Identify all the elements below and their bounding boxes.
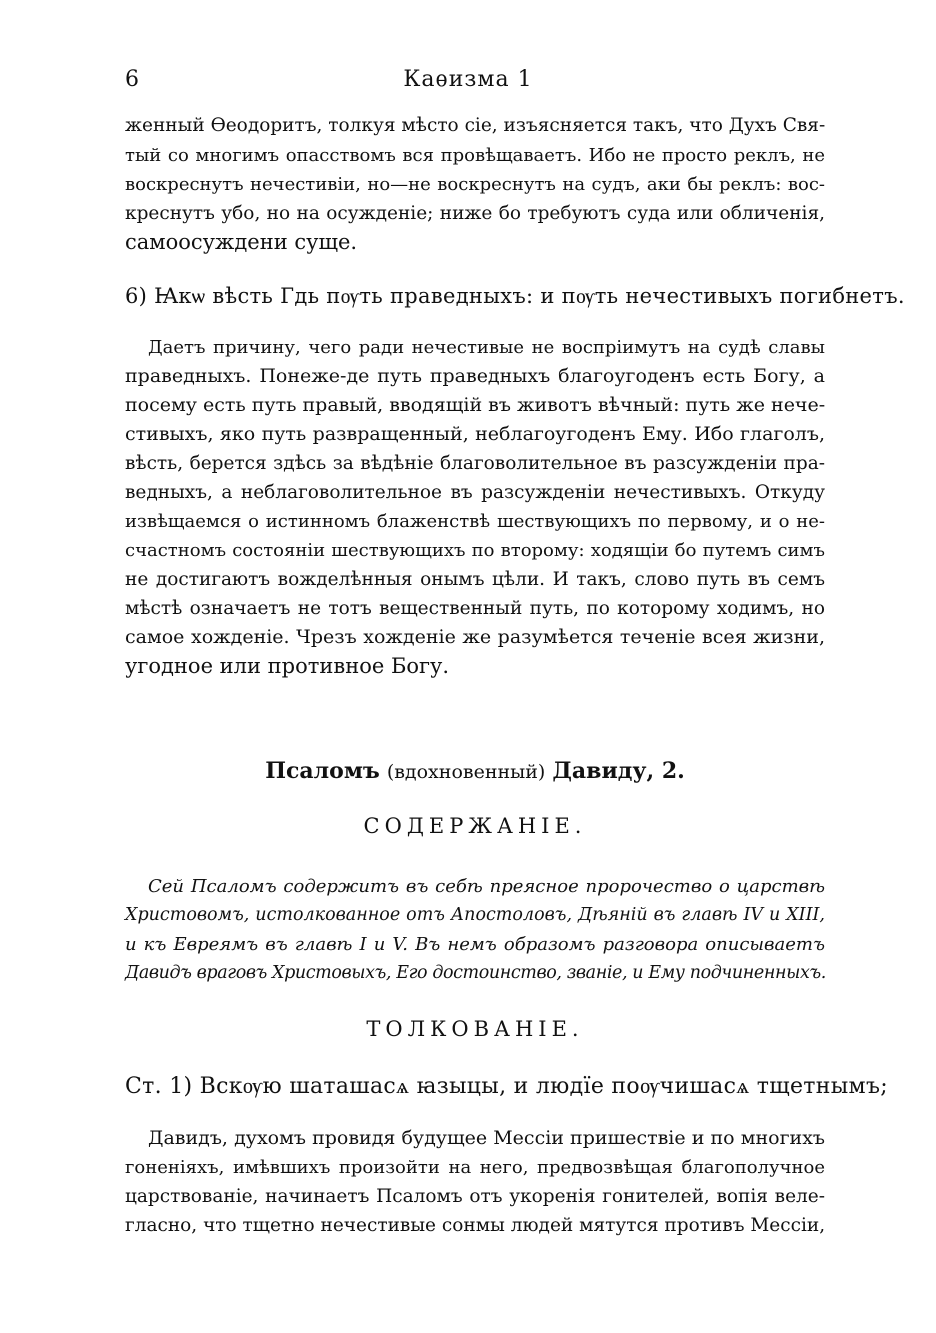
text-line: креснутъ убо, но на осужденіе; ниже бо требуютъ суда или обличенія,: [125, 203, 825, 224]
psalm-title: [125, 756, 825, 787]
verse-6: 6) Ꙗкѡ вѣсть Гдь пѹть праведныхъ: и пѹть нечестивыхъ погибнетъ.: [125, 284, 905, 308]
text-line: тый со многимъ опасствомъ вся провѣщаваетъ. Ибо не просто реклъ, не: [125, 145, 825, 166]
psalm-title-part2: (вдохновенный): [386, 761, 546, 783]
text-line: стивыхъ, яко путь развращенный, неблагоугоденъ Ему. Ибо глаголъ,: [125, 423, 825, 445]
summary-line: и къ Евреямъ въ главѣ I и V. Въ немъ образомъ разговора описываетъ: [125, 934, 825, 955]
interpretation-heading: ТОЛКОВАНІЕ.: [366, 1017, 584, 1041]
text-line: не достигаютъ вожделѣнныя онымъ цѣли. И такъ, слово путь въ семъ: [125, 569, 825, 590]
page-number: 6: [125, 67, 139, 92]
text-line: ведныхъ, а неблаговолительное въ разсужденіи нечестивыхъ. Откуду: [125, 482, 825, 503]
text-line: праведныхъ. Понеже-де путь праведныхъ благоугоденъ есть Богу, а: [125, 365, 825, 387]
text-line: воскреснутъ нечестивіи, но—не воскреснутъ на судъ, аки бы реклъ: вос-: [125, 174, 825, 195]
text-line: царствованіе, начинаетъ Псаломъ отъ укоренія гонителей, вопія веле-: [125, 1186, 825, 1207]
text-line: угодное или противное Богу.: [125, 654, 450, 678]
psalm-title-part3: Давиду, 2.: [552, 758, 685, 784]
text-line: вѣсть, берется здѣсь за вѣдѣніе благоволительное въ разсужденіи пра-: [125, 453, 825, 474]
psalm-title-part1: Псаломъ: [265, 758, 380, 784]
text-line: извѣщаемся о истинномъ блаженствѣ шествующихъ по первому, и о не-: [125, 511, 825, 532]
text-line: Даетъ причину, чего ради нечестивые не воспріимутъ на судѣ славы: [148, 337, 825, 358]
text-line: гласно, что тщетно нечестивые сонмы людей мятутся противъ Мессіи,: [125, 1215, 826, 1236]
verse-1: Ст. 1) Вскѹю шаташасѧ ꙗзыцы, и людїе поѹчишасѧ тщетнымъ;: [125, 1074, 888, 1099]
text-line: самое хожденіе. Чрезъ хожденіе же разумѣется теченіе всея жизни,: [125, 626, 825, 648]
running-title: Каѳизма 1: [403, 67, 533, 92]
text-line: счастномъ состояніи шествующихъ по второму: ходящіи бо путемъ симъ: [125, 540, 825, 561]
text-line: посему есть путь правый, вводящій въ животъ вѣчный: путь же нече-: [125, 394, 826, 416]
text-line: гоненіяхъ, имѣвшихъ произойти на него, предвозвѣщая благополучное: [125, 1157, 825, 1178]
text-line: Давидъ, духомъ провидя будущее Мессіи пришествіе и по многихъ: [148, 1127, 825, 1149]
text-line: женный Ѳеодоритъ, толкуя мѣсто сіе, изъясняется такъ, что Духъ Свя-: [125, 115, 826, 136]
summary-line: Христовомъ, истолкованное отъ Апостоловъ, Дѣяній въ главѣ IV и XIII,: [125, 905, 825, 925]
summary-line: Сей Псаломъ содержитъ въ себѣ преясное пророчество о царствѣ: [148, 876, 825, 897]
text-line: самоосуждени суще.: [125, 230, 358, 254]
content-heading: СОДЕРЖАНІЕ.: [363, 814, 587, 838]
text-line: мѣстѣ означаетъ не тотъ вещественный путь, по которому ходимъ, но: [125, 598, 825, 619]
summary-line: Давидъ враговъ Христовыхъ, Его достоинство, званіе, и Ему подчиненныхъ.: [125, 963, 826, 983]
